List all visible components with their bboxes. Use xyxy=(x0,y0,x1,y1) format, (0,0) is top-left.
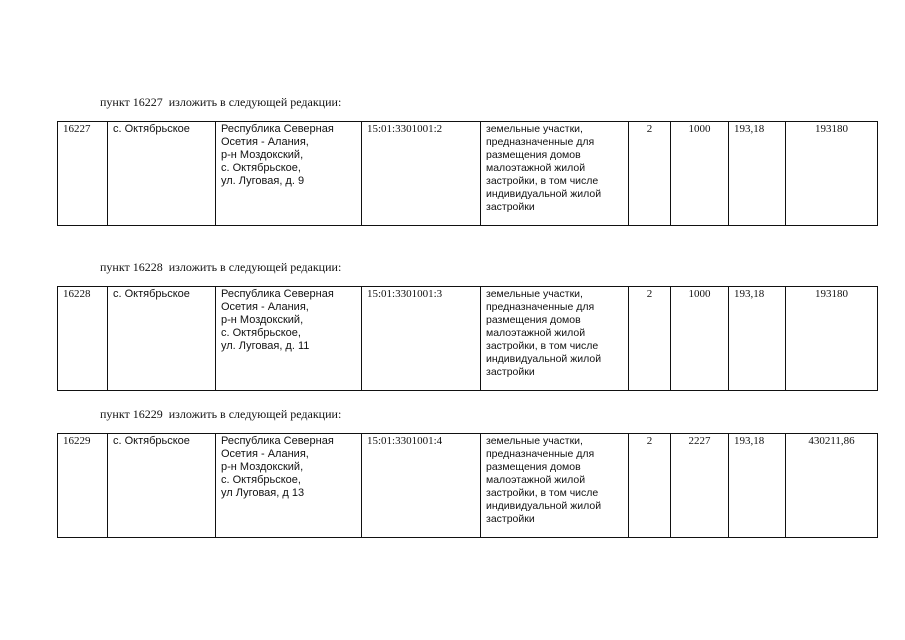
address-cell xyxy=(216,434,362,538)
land-use-line: застройки xyxy=(486,366,535,378)
cadastral-number: 15:01:3301001:3 xyxy=(362,287,481,391)
land-use-line: индивидуальной жилой xyxy=(486,188,602,200)
table-row xyxy=(58,434,878,538)
unit-price: 193,18 xyxy=(729,287,786,391)
land-use-line: индивидуальной жилой xyxy=(486,353,602,365)
settlement-name: с. Октябрьское xyxy=(108,287,216,391)
settlement-name: с. Октябрьское xyxy=(108,434,216,538)
address-line: Республика Северная xyxy=(221,435,334,447)
address-line: Осетия - Алания, xyxy=(221,448,309,460)
land-use-line: земельные участки, xyxy=(486,435,583,447)
amendment-intro-1: пункт 16227 изложить в следующей редакции: xyxy=(100,95,342,109)
cadastral-number: 15:01:3301001:2 xyxy=(362,122,481,226)
land-plot-table-1 xyxy=(57,121,878,226)
cadastral-value: 193180 xyxy=(786,122,878,226)
land-use-line: застройки xyxy=(486,201,535,213)
address-line: Республика Северная xyxy=(221,123,334,135)
plot-area: 2227 xyxy=(671,434,729,538)
land-use-line: размещения домов xyxy=(486,149,581,161)
land-use-line: земельные участки, xyxy=(486,123,583,135)
land-use-line: малоэтажной жилой xyxy=(486,162,586,174)
land-use-line: земельные участки, xyxy=(486,288,583,300)
group-number: 2 xyxy=(629,287,671,391)
land-use-line: размещения домов xyxy=(486,314,581,326)
cadastral-value: 430211,86 xyxy=(786,434,878,538)
land-use-line: малоэтажной жилой xyxy=(486,474,586,486)
land-use-line: размещения домов xyxy=(486,461,581,473)
cadastral-value: 193180 xyxy=(786,287,878,391)
address-line: Осетия - Алания, xyxy=(221,136,309,148)
address-cell xyxy=(216,122,362,226)
address-line: ул. Луговая, д. 9 xyxy=(221,175,305,187)
table-row xyxy=(58,122,878,226)
address-line: с. Октябрьское, xyxy=(221,327,301,339)
address-cell xyxy=(216,287,362,391)
address-line: с. Октябрьское, xyxy=(221,474,301,486)
land-use-line: предназначенные для xyxy=(486,448,595,460)
row-number: 16227 xyxy=(58,122,108,226)
address-line: р-н Моздокский, xyxy=(221,314,304,326)
amendment-intro-3: пункт 16229 изложить в следующей редакции: xyxy=(100,407,342,421)
land-use-cell xyxy=(481,434,629,538)
unit-price: 193,18 xyxy=(729,434,786,538)
address-line: Осетия - Алания, xyxy=(221,301,309,313)
amendment-intro-2: пункт 16228 изложить в следующей редакции: xyxy=(100,260,342,274)
land-use-line: предназначенные для xyxy=(486,136,595,148)
land-use-line: застройки, в том числе xyxy=(486,340,599,352)
land-plot-table-3 xyxy=(57,433,878,538)
plot-area: 1000 xyxy=(671,287,729,391)
land-use-cell xyxy=(481,287,629,391)
land-use-cell xyxy=(481,122,629,226)
address-line: ул. Луговая, д. 11 xyxy=(221,340,310,352)
land-plot-table-2 xyxy=(57,286,878,391)
row-number: 16229 xyxy=(58,434,108,538)
address-line: ул Луговая, д 13 xyxy=(221,487,305,499)
address-line: с. Октябрьское, xyxy=(221,162,301,174)
land-use-line: малоэтажной жилой xyxy=(486,327,586,339)
settlement-name: с. Октябрьское xyxy=(108,122,216,226)
land-use-line: предназначенные для xyxy=(486,301,595,313)
land-use-line: застройки, в том числе xyxy=(486,487,599,499)
plot-area: 1000 xyxy=(671,122,729,226)
group-number: 2 xyxy=(629,434,671,538)
row-number: 16228 xyxy=(58,287,108,391)
land-use-line: застройки, в том числе xyxy=(486,175,599,187)
address-line: Республика Северная xyxy=(221,288,334,300)
table-row xyxy=(58,287,878,391)
address-line: р-н Моздокский, xyxy=(221,149,304,161)
address-line: р-н Моздокский, xyxy=(221,461,304,473)
group-number: 2 xyxy=(629,122,671,226)
land-use-line: застройки xyxy=(486,513,535,525)
land-use-line: индивидуальной жилой xyxy=(486,500,602,512)
unit-price: 193,18 xyxy=(729,122,786,226)
cadastral-number: 15:01:3301001:4 xyxy=(362,434,481,538)
